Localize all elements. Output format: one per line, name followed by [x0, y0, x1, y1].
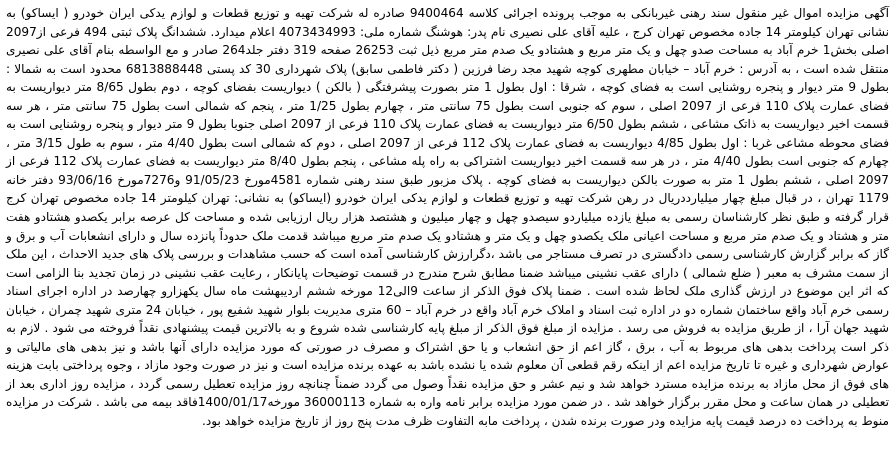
auction-notice-text: آگهی مزایده اموال غیر منقول سند رهنی غیربانکی به موجب پرونده اجرائی کلاسه 9400464 صادره له شرکت تهیه و توزیع قطعات و لوازم یدکی ایران خودرو ( ایساکو) به نشانی تهران کیلومتر 14 جاده مخصوص تهران کرج ، علیه آقای علی نصیری نام پدر: هوشنگ شماره ملی: 4073434993 اعلام میدارد. ششدانگ پلاک ثبتی 494 فرعی از2097 اصلی بخش1 خرم آباد به مساحت صدو چهل و یک متر مربع و هشتادو یک صدم متر مربع ذیل ثبت 26253 صفحه 319 دفتر جلد264 صادر و مع الواسطه بنام آقای علی نصیری منتقل شده است ، به آدرس : خرم آباد – خیابان مطهری کوچه شهید مجد رضا فرزین ( دکتر فاطمی سابق) پلاک شهرداری 30 کد پستی 6813888448 محدود است به شمالا : بطول 9 متر دیوار و پنجره روشنایی است به فضای کوچه ، شرقا : اول بطول 1 متر بصورت پیشرفتگی ( بالکن ) دیواریست بفضای کوچه ، دوم بطول 8/65 متر دیواریست به فضای عمارت پلاک 110 فرعی از 2097 اصلی ، سوم که جنوبی است بطول 75 سانتی متر ، چهارم بطول 1/25 متر ، پنجم که شمالی است بطول 75 سانتی متر ، هر سه قسمت اخیر دیواریست به ذاتک مشاعی ، ششم بطول 6/50 متر دیواریست به فضای عمارت پلاک 110 فرعی از 2097 اصلی جنوبا بطول 9 متر دیوار و پنجره روشنایی است به فضای محوطه مشاعی غربا : اول بطول 4/85 دیواریست به فضای عمارت پلاک 112 فرعی از 2097 اصلی ، دوم که شمالی است بطول 4/40 متر ، سوم به طول 3/15 متر ، چهارم که جنوبی است بطول 4/40 متر ، در هر سه قسمت اخیر دیواریست اشتراکی به راه پله مشاعی ، پنجم بطول 8/40 متر دیواریست به فضای عمارت پلاک 112 فرعی از 2097 اصلی ، ششم بطول 1 متر به صورت بالکن دیواریست به فضای کوچه . پلاک مزبور طبق سند رهنی شماره 4581مورخ 91/05/23 و7276مورخ 93/06/16 دفتر خانه 1179 تهران ، در قبال مبلغ چهار میلیارددریال در رهن شرکت تهیه و توزیع قطعات و لوازم یدکی ایران خودرو (ایساکو) به نشانی: تهران کیلومتر 14 جاده مخصوص تهران کرج قرار گرفته و طبق نظر کارشناسان رسمی به مبلغ یازده میلیاردو سیصدو چهل و چهار میلیون و هشتصد هزار ریال ارزیابی شده و مساحت کل عرصه برابر یکصدو هشتادو هفت متر و هشتاد و یک صدم متر مربع و مساحت اعیانی ملک یکصدو چهل و یک متر و هشتادو یک صدم متر مربع میباشد قدمت ملک حدوداً پانزده سال و دارای انشعابات آب و برق و گاز که برابر گزارش کارشناسی رسمی دادگستری در تصرف مستاجر می باشد ،دگرارزش کارشناسی آمده است که حسب مشاهدات و بررسی پلاک های جدید الاحداث ، این ملک از سمت مشرف به معبر ( ضلع شمالی ) دارای عقب نشینی میباشد ضمنا مطابق شرح مندرج در قسمت توضیحات پایانکار ، رعایت عقب نشینی در زمان تجدید بنا الزامی است که اثر این موضوع در ارزش گذاری ملک لحاظ شده است . ضمنا پلاک فوق الذکر از ساعت 9الی12 مورخه ششم اردیبهشت ماه سال یکهزارو چهارصد در اداره اجرای اسناد رسمی خرم آباد واقع ساختمان شماره دو در اداره ثبت اسناد و املاک خرم آباد واقع در خرم آباد – 60 متری مدیریت بلوار شهید شفیع پور ، خیابان 24 متری شهید چمران ، خیابان شهید جهان آرا ، از طریق مزایده به فروش می رسد . مزایده از مبلغ فوق الذکر از مبلغ پایه کارشناسی شده شروع و به بالاترین قیمت پیشنهادی نقداً فروخته می شود . لازم به ذکر است پرداخت بدهی های مربوط به آب ، برق ، گاز اعم از حق انشعاب و یا حق اشتراک و مصرف در صورتی که مورد مزایده دارای آنها باشد و نیز بدهی های مالیاتی و عوارض شهرداری و غیره تا تاریخ مزایده اعم از اینکه رقم قطعی آن معلوم شده یا نشده باشد به عهده برنده مزایده است و نیز در صورت وجود مازاد ، وجوه پرداختی بابت هزینه های فوق از محل مازاد به برنده مزایده مسترد خواهد شد و نیم عشر و حق مزایده نقداً وصول می گردد ضمناً چنانچه روز مزایده تعطیل رسمی گردد ، مزایده روز اداری بعد از تعطیلی در همان ساعت و محل مقرر برگزار خواهد شد . در ضمن مورد مزایده برابر نامه واره به شماره 36000113 مورخه1400/01/17فاقد بیمه می باشد . شرکت در مزایده منوط به پرداخت ده درصد قیمت پایه مزایده ودر صورت برنده شدن ، پرداخت مابه التفاوت ظرف مدت پنج روز از تاریخ مزایده خواهد بود.: [6, 6, 890, 429]
